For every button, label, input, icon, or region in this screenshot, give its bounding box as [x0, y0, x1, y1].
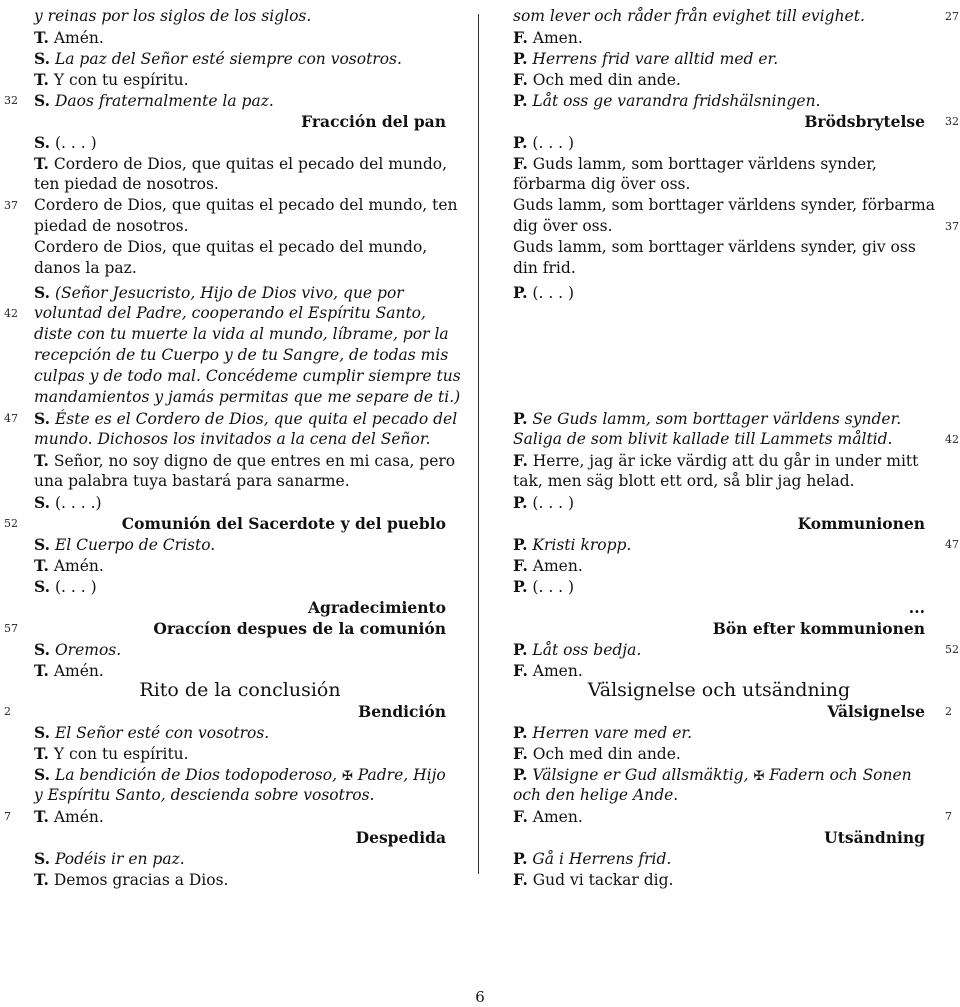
speaker-marker: F. — [513, 556, 528, 575]
swedish-text-line — [513, 195, 935, 216]
right-line-number: 47 — [945, 538, 959, 551]
text-span: Rito de la conclusión — [139, 679, 341, 701]
spanish-section-heading — [34, 597, 446, 618]
speaker-marker: T. — [34, 70, 49, 89]
text-span: ten piedad de nosotros. — [34, 175, 219, 193]
speaker-marker: P. — [513, 849, 528, 868]
spanish-text-line — [34, 576, 446, 597]
swedish-text-line — [513, 429, 925, 450]
spanish-text-line — [34, 450, 456, 471]
spanish-text-line — [34, 345, 449, 366]
right-line-number: 37 — [945, 220, 959, 233]
speaker-marker: P. — [513, 577, 528, 596]
text-span: Amen. — [527, 662, 583, 680]
swedish-section-heading — [513, 701, 925, 722]
speaker-marker: F. — [513, 661, 528, 680]
spanish-text-line — [34, 237, 446, 258]
text-span: Oremos. — [50, 641, 122, 659]
swedish-text-line — [513, 764, 925, 785]
text-span: Gå i Herrens frid. — [527, 850, 672, 868]
spanish-text-line — [34, 471, 446, 492]
spanish-text-line — [34, 492, 446, 513]
swedish-text-line — [513, 48, 925, 69]
text-span: Kommunionen — [797, 514, 925, 533]
swedish-text-line — [513, 785, 925, 806]
speaker-marker: F. — [513, 744, 528, 763]
text-span: Utsändning — [824, 828, 925, 847]
text-span: Brödsbrytelse — [804, 112, 925, 131]
left-line-number: 47 — [4, 412, 18, 425]
spanish-text-line — [34, 722, 446, 743]
swedish-text-line — [513, 132, 925, 153]
swedish-text-line — [513, 216, 925, 237]
text-span: Välsigne er Gud allsmäktig, — [527, 766, 754, 784]
text-span: Y con tu espíritu. — [48, 745, 189, 763]
swedish-text-line — [513, 806, 925, 827]
swedish-text-line — [513, 27, 925, 48]
spanish-text-line — [34, 743, 446, 764]
spanish-text-line — [34, 848, 446, 869]
spanish-text-line — [34, 90, 446, 111]
left-line-number: 32 — [4, 94, 18, 107]
spanish-section-heading — [34, 680, 446, 701]
speaker-marker: S. — [34, 640, 51, 659]
text-span: Och med din ande. — [527, 745, 681, 763]
speaker-marker: F. — [513, 807, 528, 826]
speaker-marker: P. — [513, 493, 528, 512]
right-line-number: 27 — [945, 10, 959, 23]
spanish-text-line — [34, 660, 446, 681]
text-span: din frid. — [513, 259, 576, 277]
swedish-text-line — [513, 6, 925, 27]
spanish-text-line — [34, 534, 446, 555]
text-span: Guds lamm, som borttager världens synder, förbarma — [513, 196, 935, 214]
spanish-text-line — [34, 785, 446, 806]
left-line-number: 57 — [4, 622, 18, 635]
text-span: El Señor esté con vosotros. — [50, 724, 270, 742]
text-span: (. . . ) — [50, 134, 97, 152]
right-line-number: 42 — [945, 433, 959, 446]
swedish-text-line — [513, 471, 925, 492]
text-span: Daos fraternalmente la paz. — [50, 92, 274, 110]
text-span: una palabra tuya bastará para sanarme. — [34, 472, 350, 490]
cross-icon: ✠ — [753, 769, 765, 784]
text-span: Kristi kropp. — [527, 536, 632, 554]
page-number: 6 — [475, 988, 485, 1006]
text-span: mandamientos y jamás permitas que me separe de ti.) — [34, 388, 461, 406]
text-span: piedad de nosotros. — [34, 217, 189, 235]
text-span: Demos gracias a Dios. — [48, 871, 229, 889]
text-span: Se Guds lamm, som borttager världens synder. — [527, 410, 902, 428]
spanish-text-line — [34, 69, 446, 90]
swedish-text-line — [513, 743, 925, 764]
speaker-marker: S. — [34, 91, 51, 110]
text-span: (. . . ) — [50, 578, 97, 596]
spanish-text-line — [34, 132, 446, 153]
speaker-marker: P. — [513, 640, 528, 659]
speaker-marker: S. — [34, 723, 51, 742]
text-span: Fadern och Sonen — [764, 766, 912, 784]
swedish-text-line — [513, 639, 925, 660]
right-line-number: 2 — [945, 705, 952, 718]
speaker-marker: S. — [34, 765, 51, 784]
spanish-text-line — [34, 48, 446, 69]
text-span: Välsignelse och utsändning — [587, 679, 851, 701]
swedish-text-line — [513, 555, 925, 576]
text-span: Låt oss ge varandra fridshälsningen. — [527, 92, 821, 110]
text-span: Och med din ande. — [527, 71, 681, 89]
swedish-text-line — [513, 869, 925, 890]
text-span: som lever och råder från evighet till evighet. — [513, 7, 865, 25]
spanish-text-line — [34, 153, 446, 174]
text-span: förbarma dig över oss. — [513, 175, 691, 193]
speaker-marker: S. — [34, 849, 51, 868]
spanish-text-line — [34, 324, 449, 345]
speaker-marker: S. — [34, 493, 51, 512]
spanish-section-heading — [34, 111, 446, 132]
speaker-marker: T. — [34, 807, 49, 826]
spanish-text-line — [34, 408, 458, 429]
text-span: (Señor Jesucristo, Hijo de Dios vivo, que por — [50, 284, 404, 302]
spanish-text-line — [34, 639, 446, 660]
text-span: culpas y de todo mal. Concédeme cumplir siempre tus — [34, 367, 461, 385]
speaker-marker: S. — [34, 409, 51, 428]
speaker-marker: P. — [513, 765, 528, 784]
spanish-section-heading — [34, 513, 446, 534]
left-line-number: 52 — [4, 517, 18, 530]
swedish-text-line — [513, 450, 925, 471]
spanish-text-line — [34, 806, 446, 827]
right-line-number: 32 — [945, 115, 959, 128]
spanish-section-heading — [34, 827, 446, 848]
text-span: Padre, Hijo — [352, 766, 446, 784]
speaker-marker: P. — [513, 91, 528, 110]
spanish-text-line — [34, 387, 461, 408]
text-span: Podéis ir en paz. — [50, 850, 185, 868]
text-span: voluntad del Padre, cooperando el Espíritu Santo, — [34, 304, 426, 322]
text-span: Señor, no soy digno de que entres en mi casa, pero — [48, 452, 456, 470]
text-span: Låt oss bedja. — [527, 641, 642, 659]
speaker-marker: S. — [34, 535, 51, 554]
speaker-marker: T. — [34, 870, 49, 889]
speaker-marker: T. — [34, 28, 49, 47]
swedish-text-line — [513, 492, 925, 513]
text-span: mundo. Dichosos los invitados a la cena del Señor. — [34, 430, 431, 448]
text-span: Y con tu espíritu. — [48, 71, 189, 89]
spanish-text-line — [34, 869, 446, 890]
text-span: Herre, jag är icke värdig att du går in under mitt — [527, 452, 919, 470]
left-line-number: 37 — [4, 199, 18, 212]
spanish-text-line — [34, 6, 446, 27]
text-span: (. . . ) — [527, 284, 575, 302]
text-span: Bön efter kommunionen — [712, 619, 925, 638]
speaker-marker: P. — [513, 723, 528, 742]
column-divider — [478, 14, 479, 874]
text-span: Agradecimiento — [307, 598, 446, 617]
text-span: El Cuerpo de Cristo. — [50, 536, 216, 554]
text-span: Comunión del Sacerdote y del pueblo — [121, 514, 446, 533]
text-span: Herren vare med er. — [527, 724, 693, 742]
cross-icon: ✠ — [341, 769, 353, 784]
swedish-text-line — [513, 153, 925, 174]
text-span: Amen. — [527, 557, 583, 575]
text-span: y Espíritu Santo, descienda sobre vosotros. — [34, 786, 375, 804]
swedish-section-heading — [513, 513, 925, 534]
spanish-text-line — [34, 555, 446, 576]
text-span: och den helige Ande. — [513, 786, 679, 804]
text-span: (. . . ) — [527, 494, 575, 512]
swedish-text-line — [513, 174, 925, 195]
speaker-marker: F. — [513, 451, 528, 470]
text-span: Éste es el Cordero de Dios, que quita el pecado del — [50, 410, 458, 428]
speaker-marker: T. — [34, 661, 49, 680]
text-span: (. . . ) — [527, 578, 575, 596]
swedish-section-heading — [513, 618, 925, 639]
text-span: Amen. — [527, 29, 583, 47]
speaker-marker: P. — [513, 49, 528, 68]
swedish-text-line — [513, 660, 925, 681]
text-span: recepción de tu Cuerpo y de tu Sangre, de todas mis — [34, 346, 449, 364]
spanish-section-heading — [34, 618, 446, 639]
speaker-marker: S. — [34, 577, 51, 596]
text-span: Fracción del pan — [301, 112, 446, 131]
text-span: Saliga de som blivit kallade till Lammets måltid. — [513, 430, 893, 448]
text-span: Cordero de Dios, que quitas el pecado del mundo, ten — [34, 196, 458, 214]
speaker-marker: T. — [34, 154, 49, 173]
speaker-marker: F. — [513, 154, 528, 173]
text-span: (. . . .) — [50, 494, 102, 512]
text-span: Amén. — [48, 808, 104, 826]
swedish-section-heading — [513, 680, 925, 701]
spanish-text-line — [34, 216, 446, 237]
speaker-marker: P. — [513, 283, 528, 302]
left-line-number: 2 — [4, 705, 11, 718]
text-span: (. . . ) — [527, 134, 575, 152]
swedish-text-line — [513, 534, 925, 555]
swedish-section-heading — [513, 597, 925, 618]
text-span: Guds lamm, som borttager världens synder, giv oss — [513, 238, 916, 256]
text-span: Välsignelse — [827, 702, 925, 721]
spanish-text-line — [34, 258, 446, 279]
swedish-text-line — [513, 576, 925, 597]
spanish-text-line — [34, 366, 461, 387]
spanish-text-line — [34, 429, 446, 450]
swedish-text-line — [513, 282, 925, 303]
text-span: Cordero de Dios, que quitas el pecado del mundo, — [48, 155, 448, 173]
speaker-marker: S. — [34, 283, 51, 302]
speaker-marker: P. — [513, 133, 528, 152]
speaker-marker: F. — [513, 28, 528, 47]
text-span: dig över oss. — [513, 217, 613, 235]
swedish-text-line — [513, 69, 925, 90]
speaker-marker: F. — [513, 70, 528, 89]
right-line-number: 52 — [945, 643, 959, 656]
left-line-number: 42 — [4, 307, 18, 320]
spanish-text-line — [34, 303, 446, 324]
spanish-text-line — [34, 27, 446, 48]
swedish-text-line — [513, 90, 925, 111]
text-span: Oraccíon despues de la comunión — [153, 619, 446, 638]
text-span: Gud vi tackar dig. — [527, 871, 674, 889]
text-span: y reinas por los siglos de los siglos. — [34, 7, 312, 25]
swedish-text-line — [513, 848, 925, 869]
speaker-marker: T. — [34, 744, 49, 763]
spanish-text-line — [34, 282, 446, 303]
text-span: Despedida — [355, 828, 446, 847]
speaker-marker: S. — [34, 49, 51, 68]
speaker-marker: S. — [34, 133, 51, 152]
spanish-text-line — [34, 195, 458, 216]
speaker-marker: P. — [513, 409, 528, 428]
text-span: Bendición — [358, 702, 446, 721]
text-span: danos la paz. — [34, 259, 137, 277]
spanish-text-line — [34, 764, 446, 785]
text-span: diste con tu muerte la vida al mundo, líbrame, por la — [34, 325, 449, 343]
text-span: Guds lamm, som borttager världens synder, — [527, 155, 877, 173]
speaker-marker: P. — [513, 535, 528, 554]
text-span: La bendición de Dios todopoderoso, — [50, 766, 342, 784]
text-span: tak, men säg blott ett ord, så blir jag helad. — [513, 472, 855, 490]
text-span: ... — [908, 598, 925, 617]
right-line-number: 7 — [945, 810, 952, 823]
speaker-marker: T. — [34, 556, 49, 575]
speaker-marker: T. — [34, 451, 49, 470]
speaker-marker: F. — [513, 870, 528, 889]
text-span: Amén. — [48, 557, 104, 575]
left-line-number: 7 — [4, 810, 11, 823]
swedish-text-line — [513, 237, 925, 258]
swedish-text-line — [513, 408, 925, 429]
swedish-text-line — [513, 258, 925, 279]
spanish-section-heading — [34, 701, 446, 722]
text-span: Amén. — [48, 29, 104, 47]
text-span: Herrens frid vare alltid med er. — [527, 50, 779, 68]
swedish-section-heading — [513, 827, 925, 848]
text-span: Amen. — [527, 808, 583, 826]
swedish-text-line — [513, 722, 925, 743]
text-span: Cordero de Dios, que quitas el pecado del mundo, — [34, 238, 428, 256]
text-span: Amén. — [48, 662, 104, 680]
spanish-text-line — [34, 174, 446, 195]
swedish-section-heading — [513, 111, 925, 132]
text-span: La paz del Señor esté siempre con vosotros. — [50, 50, 402, 68]
